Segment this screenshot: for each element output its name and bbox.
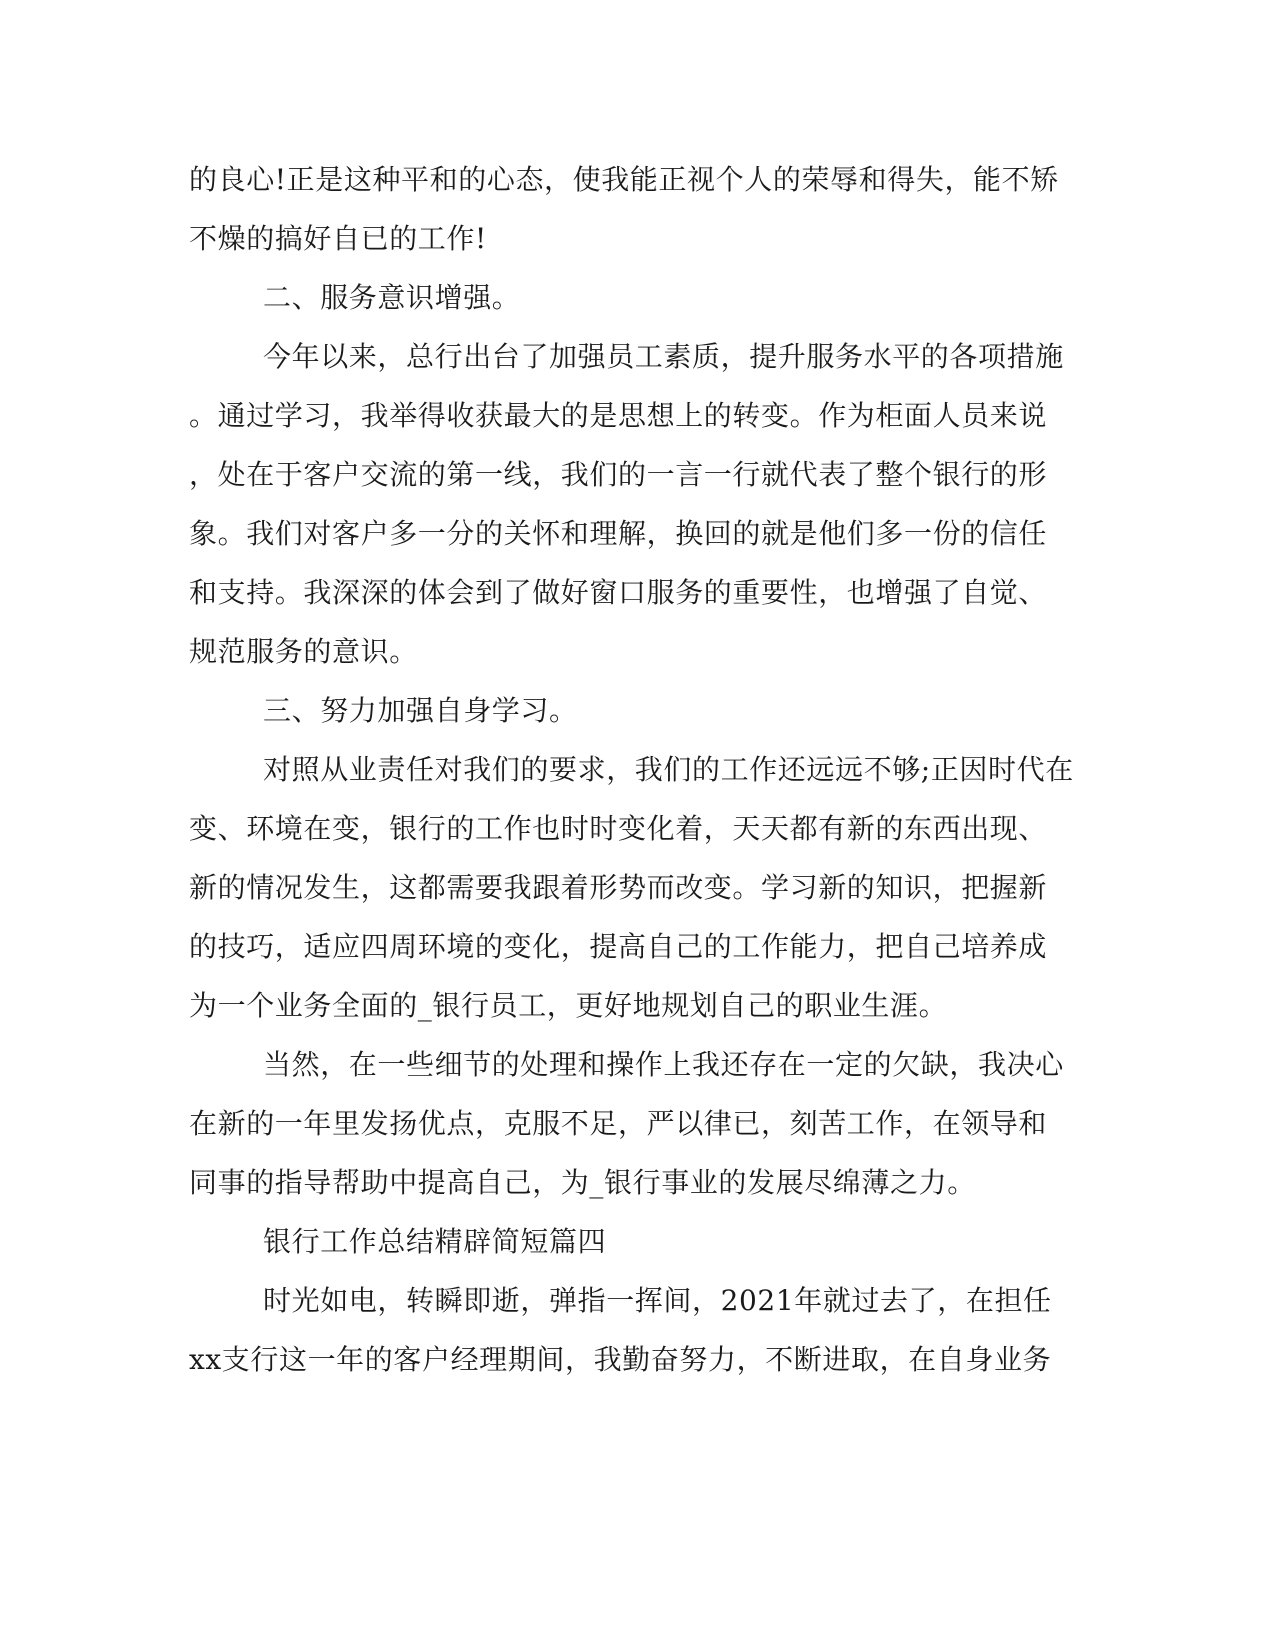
text-line: 为一个业务全面的_银行员工，更好地规划自己的职业生涯。 (189, 989, 948, 1022)
section-heading: 三、努力加强自身学习。 (263, 694, 578, 727)
text-line: 规范服务的意识。 (189, 635, 418, 668)
text-line: 今年以来，总行出台了加强员工素质，提升服务水平的各项措施 (263, 340, 1064, 373)
text-line: ，处在于客户交流的第一线，我们的一言一行就代表了整个银行的形 (189, 458, 1048, 491)
text-line: 和支持。我深深的体会到了做好窗口服务的重要性，也增强了自觉、 (189, 576, 1048, 609)
text-line: 的良心!正是这种平和的心态，使我能正视个人的荣辱和得失，能不矫 (189, 163, 1059, 196)
text-line: 变、环境在变，银行的工作也时时变化着，天天都有新的东西出现、 (189, 812, 1048, 845)
text-line: 的技巧，适应四周环境的变化，提高自己的工作能力，把自己培养成 (189, 930, 1048, 963)
text-line: 在新的一年里发扬优点，克服不足，严以律已，刻苦工作，在领导和 (189, 1107, 1048, 1140)
text-line: 不燥的搞好自已的工作! (189, 222, 487, 255)
article-title: 银行工作总结精辟简短篇四 (263, 1225, 607, 1258)
text-line: 对照从业责任对我们的要求，我们的工作还远远不够;正因时代在 (263, 753, 1074, 786)
text-line: 当然，在一些细节的处理和操作上我还存在一定的欠缺，我决心 (263, 1048, 1064, 1081)
text-line: xx支行这一年的客户经理期间，我勤奋努力，不断进取，在自身业务 (189, 1343, 1052, 1376)
text-line: 。通过学习，我举得收获最大的是思想上的转变。作为柜面人员来说 (189, 399, 1048, 432)
text-line: 新的情况发生，这都需要我跟着形势而改变。学习新的知识，把握新 (189, 871, 1048, 904)
text-line: 同事的指导帮助中提高自己，为_银行事业的发展尽绵薄之力。 (189, 1166, 976, 1199)
text-line: 时光如电，转瞬即逝，弹指一挥间，2021年就过去了，在担任 (263, 1284, 1052, 1317)
section-heading: 二、服务意识增强。 (263, 281, 521, 314)
text-line: 象。我们对客户多一分的关怀和理解，换回的就是他们多一份的信任 (189, 517, 1048, 550)
